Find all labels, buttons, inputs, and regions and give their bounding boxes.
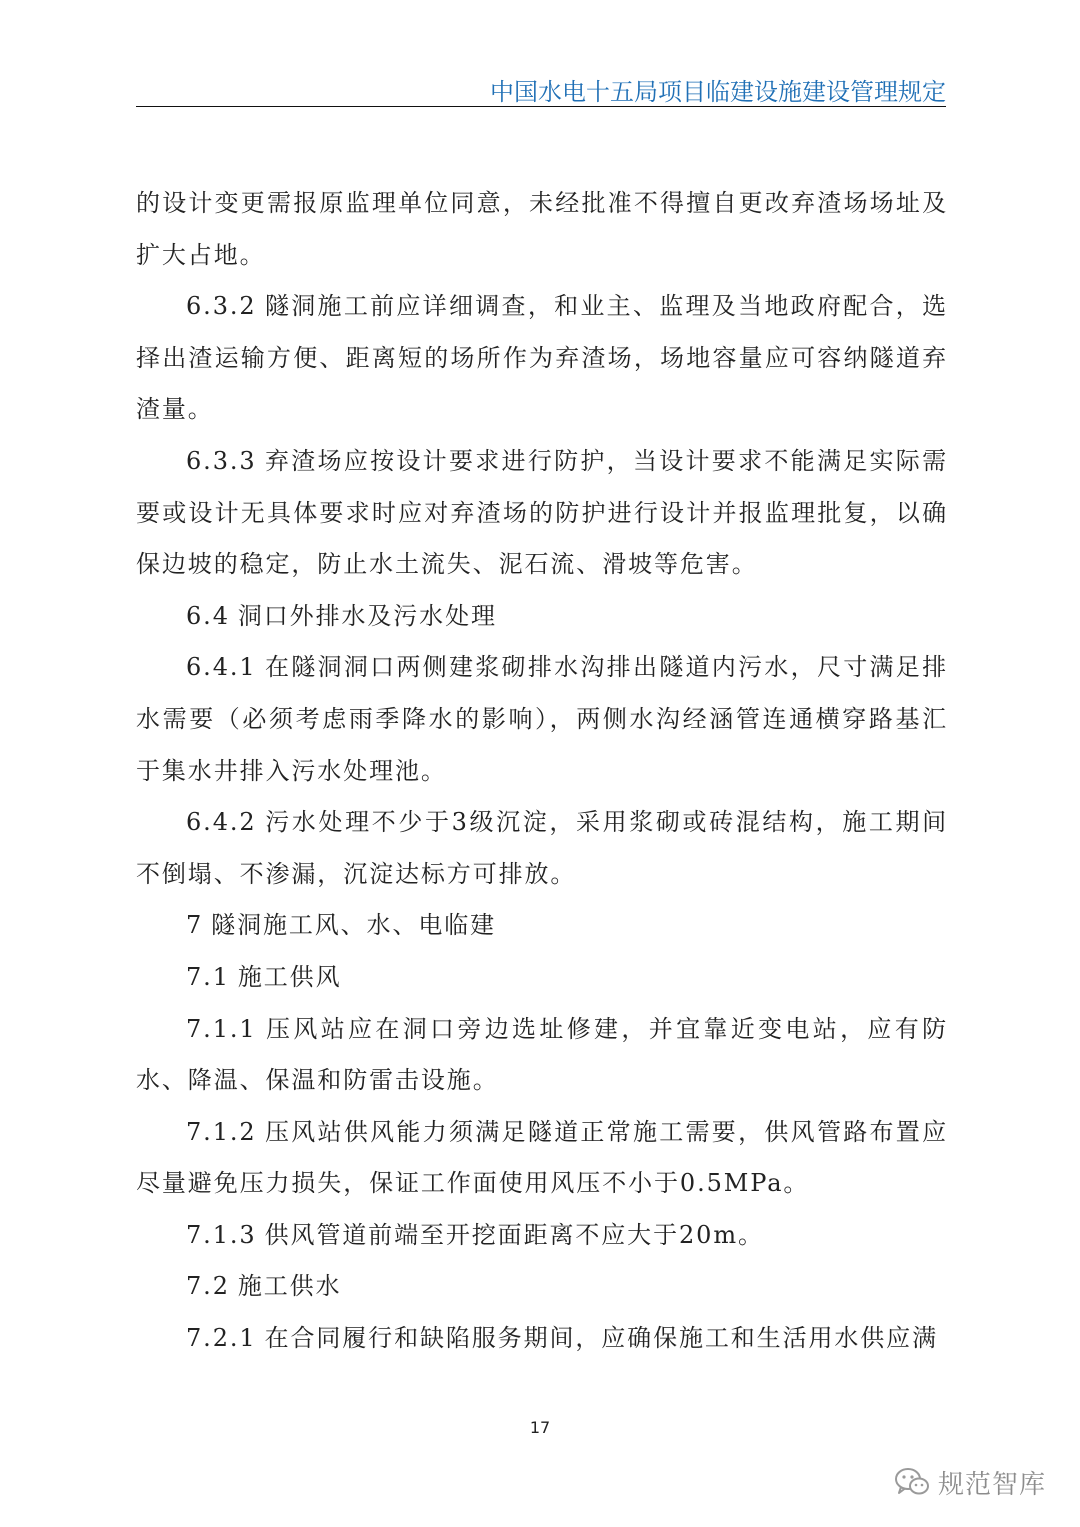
- clause-7-1-2: [136, 1107, 948, 1210]
- clause-number: 7.1.1: [186, 1014, 257, 1043]
- clause-7-1-3: [136, 1210, 948, 1262]
- page-header: [136, 78, 946, 110]
- section-heading-7-1: [136, 952, 948, 1004]
- section-heading-6-4: [136, 591, 948, 643]
- clause-text: 隧洞施工前应详细调查，和业主、监理及当地政府配合，选择出渣运输方便、距离短的场所作为弃渣场，场地容量应可容纳隧道弃渣量。: [136, 292, 948, 424]
- wechat-icon: [894, 1467, 930, 1497]
- clause-text: 在合同履行和缺陷服务期间，应确保施工和生活用水供应满: [264, 1324, 938, 1353]
- chapter-heading-7: [136, 900, 948, 952]
- header-rule: [136, 106, 946, 107]
- clause-number: 7.1.3: [186, 1220, 257, 1249]
- clause-text: 在隧洞洞口两侧建浆砌排水沟排出隧道内污水，尺寸满足排水需要（必须考虑雨季降水的影响），两侧水沟经涵管连通横穿路基汇于集水井排入污水处理池。: [136, 653, 948, 785]
- clause-6-4-1: [136, 642, 948, 797]
- watermark: [894, 1462, 1046, 1502]
- section-number: 7.1: [186, 962, 230, 991]
- header-title: 中国水电十五局项目临建设施建设管理规定: [490, 78, 946, 106]
- section-title: 洞口外排水及污水处理: [237, 601, 497, 630]
- clause-text: 污水处理不少于3级沉淀，采用浆砌或砖混结构，施工期间不倒塌、不渗漏，沉淀达标方可排放。: [136, 808, 948, 888]
- clause-7-2-1: [136, 1313, 948, 1365]
- section-title: 施工供风: [237, 962, 342, 991]
- chapter-number: 7: [186, 911, 204, 940]
- clause-number: 6.3.3: [186, 446, 257, 475]
- section-number: 7.2: [186, 1272, 230, 1301]
- section-title: 施工供水: [237, 1272, 342, 1301]
- clause-text: 弃渣场应按设计要求进行防护，当设计要求不能满足实际需要或设计无具体要求时应对弃渣场的防护进行设计并报监理批复，以确保边坡的稳定，防止水土流失、泥石流、滑坡等危害。: [136, 446, 948, 579]
- clause-6-4-2: [136, 797, 948, 900]
- section-number: 6.4: [186, 601, 230, 630]
- section-heading-7-2: [136, 1261, 948, 1313]
- clause-7-1-1: [136, 1004, 948, 1107]
- clause-number: 6.4.1: [186, 653, 257, 682]
- clause-6-3-3: [136, 436, 948, 591]
- chapter-title: 隧洞施工风、水、电临建: [211, 911, 497, 940]
- clause-text: 压风站应在洞口旁边选址修建，并宜靠近变电站，应有防水、降温、保温和防雷击设施。: [136, 1014, 948, 1095]
- paragraph-continuation: [136, 178, 948, 281]
- clause-text: 压风站供风能力须满足隧道正常施工需要，供风管路布置应尽量避免压力损失，保证工作面使用风压不小于0.5MPa。: [136, 1117, 948, 1198]
- document-body: [136, 178, 948, 1365]
- clause-number: 7.1.2: [186, 1117, 257, 1146]
- clause-number: 6.3.2: [186, 292, 257, 321]
- clause-number: 7.2.1: [186, 1324, 257, 1353]
- page-number: 17: [529, 1418, 551, 1437]
- clause-number: 6.4.2: [186, 808, 257, 837]
- watermark-text: 规范智库: [937, 1469, 1046, 1500]
- paragraph-text: 的设计变更需报原监理单位同意，未经批准不得擅自更改弃渣场场址及扩大占地。: [136, 189, 948, 269]
- clause-6-3-2: [136, 281, 948, 436]
- clause-text: 供风管道前端至开挖面距离不应大于20m。: [264, 1220, 764, 1249]
